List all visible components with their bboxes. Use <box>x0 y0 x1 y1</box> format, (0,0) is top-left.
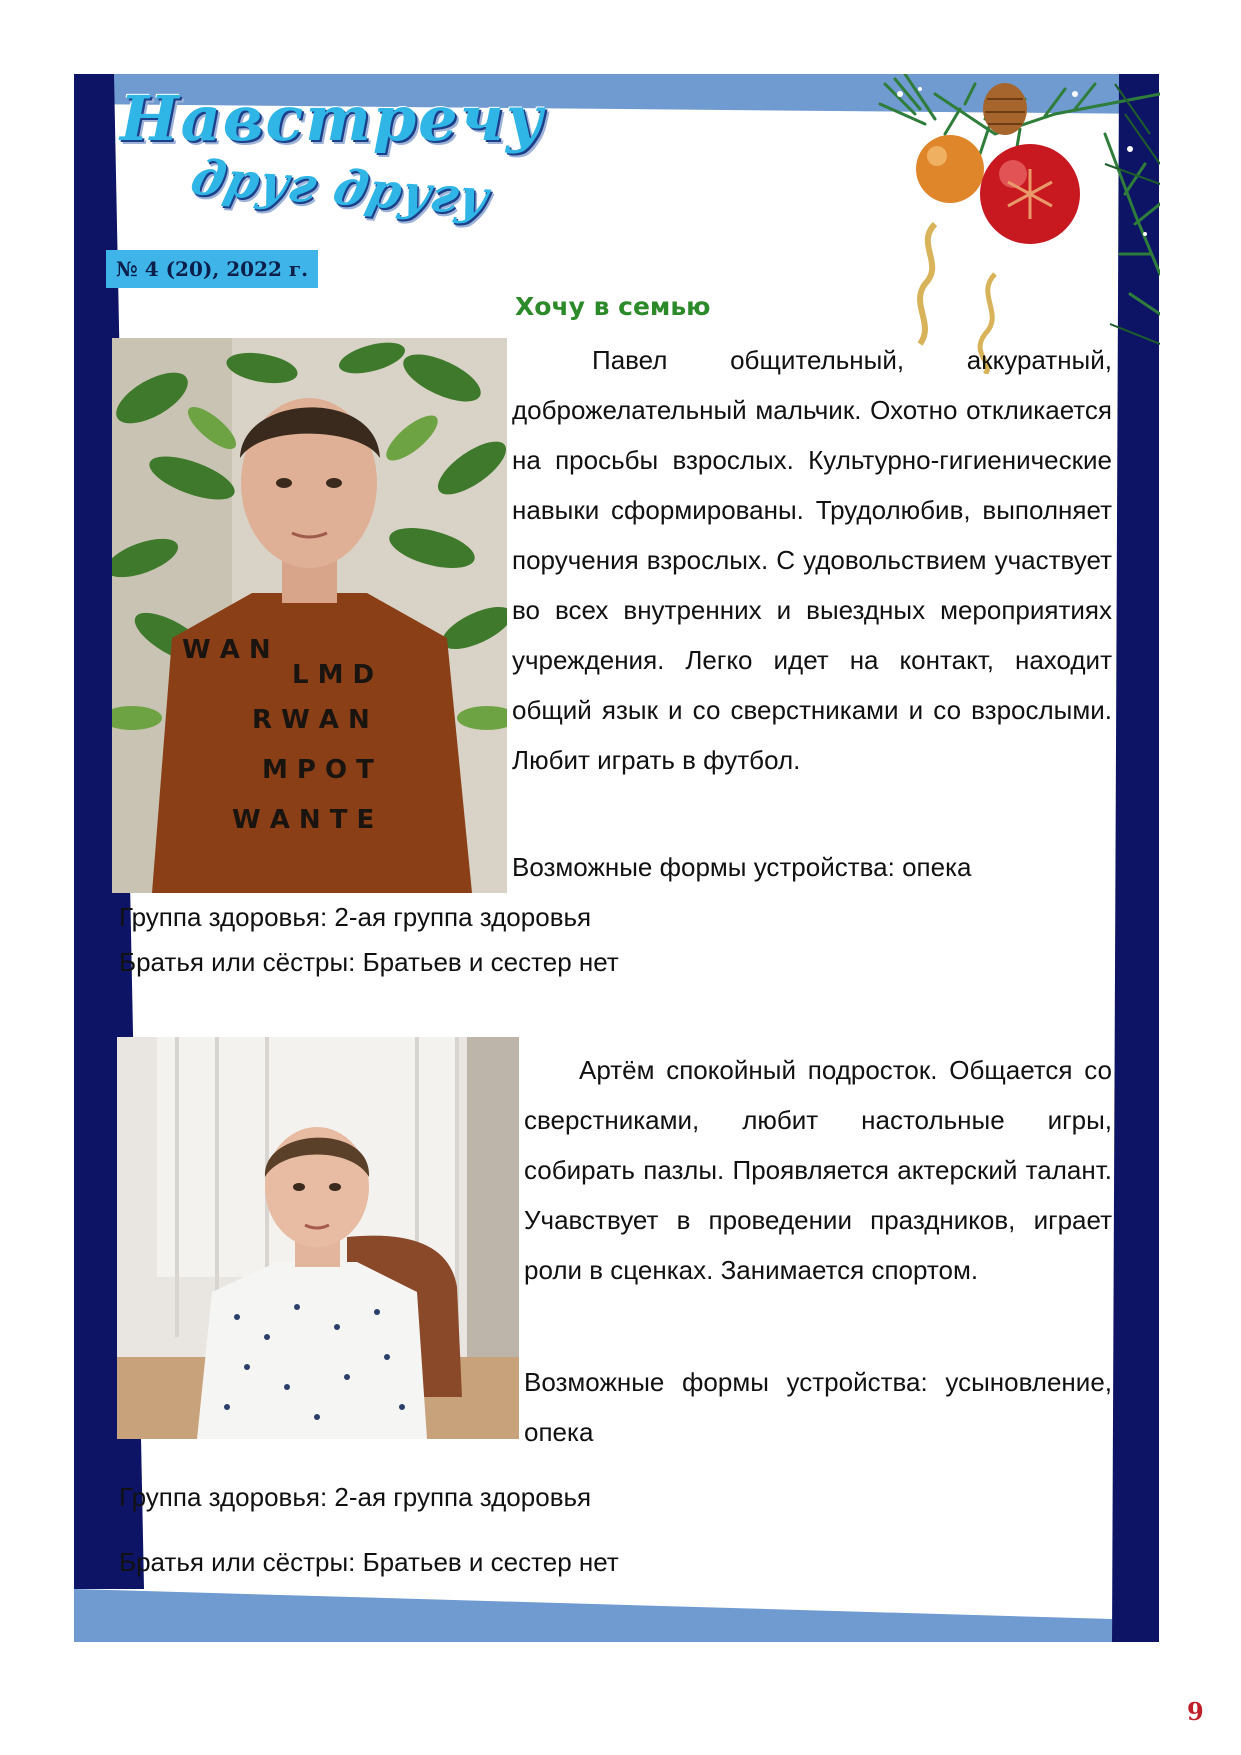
shirt-print-2: L M D <box>292 660 375 690</box>
shirt-print-3: R W A N <box>252 705 370 735</box>
profile1-placement: Возможные формы устройства: опека <box>512 852 972 882</box>
page-number: 9 <box>1187 1697 1204 1726</box>
shirt-print-4: M P O T <box>262 755 374 785</box>
profile-photo-pavel <box>112 338 507 893</box>
christmas-ornament-decoration <box>875 74 1160 374</box>
issue-badge: № 4 (20), 2022 г. <box>106 250 318 288</box>
profile-photo-artem <box>117 1037 519 1439</box>
shirt-print-1: W A N <box>182 635 271 665</box>
profile2-siblings: Братья или сёстры: Братьев и сестер нет <box>119 1547 619 1577</box>
photo-artem-image <box>117 1037 519 1439</box>
profile2-placement: Возможные формы устройства: усыновление, опека <box>524 1367 1112 1447</box>
profile1-health: Группа здоровья: 2-ая группа здоровья <box>119 902 592 932</box>
profile1-siblings: Братья или сёстры: Братьев и сестер нет <box>119 947 619 977</box>
masthead-title: Навстречу <box>120 82 546 155</box>
profile2-description: Артём спокойный подросток. Общается со сверстниками, любит настольные игры, собирать пазлы. Проявляется актерский талант. Учавствует в проведении праздников, играет роли в сценках. Занимается спортом. <box>524 1055 1112 1285</box>
section-title: Хочу в семью <box>515 292 711 321</box>
photo-pavel-image <box>112 338 507 893</box>
masthead <box>110 82 570 242</box>
shirt-print-5: W A N T E <box>232 805 375 835</box>
masthead-subtitle: друг другу <box>185 149 496 227</box>
profile1-description: Павел общительный, аккуратный, доброжелательный мальчик. Охотно откликается на просьбы взрослых. Культурно-гигиенические навыки сформированы. Трудолюбив, выполняет поручения взрослых. С удовольствием участвует во всех внутренних и выездных мероприятиях учреждения. Легко идет на контакт, находит общий язык и со сверстниками и со взрослыми. Любит играть в футбол. <box>512 345 1112 775</box>
profile2-health: Группа здоровья: 2-ая группа здоровья <box>119 1482 592 1512</box>
